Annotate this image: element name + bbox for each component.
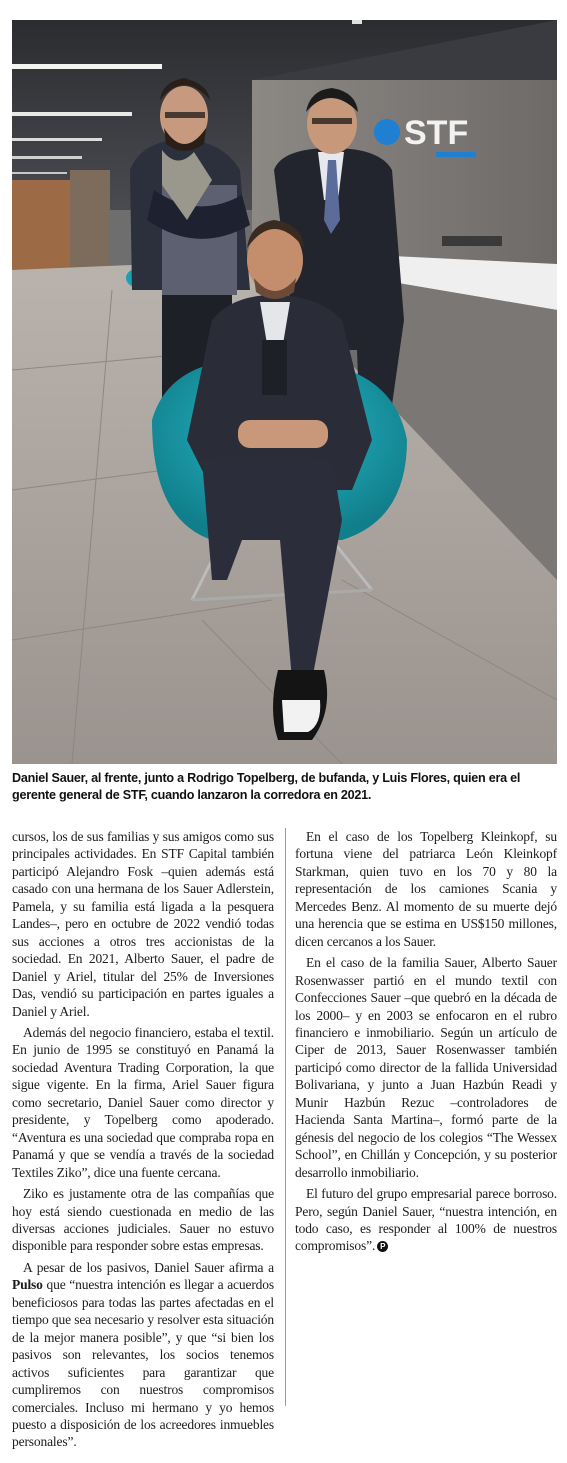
end-mark-icon: P — [377, 1241, 388, 1252]
paragraph: En el caso de los Topelberg Kleinkopf, su fortuna viene del patriarca León Kleinkopf Starkman, quien tuvo en los 70 y 80 la representación de los camiones Scania y Mercedes Benz. Al momento de su muerte dejó una herencia que se estima en US$150 millones, dicen cercanos a los Sauer. — [295, 829, 557, 949]
article-column-right — [295, 828, 557, 1259]
stf-logo-icon — [374, 119, 400, 145]
paragraph-text: A pesar de los pasivos, Daniel Sauer afirma a — [23, 1259, 274, 1275]
paragraph: cursos, los de sus familias y sus amigos como sus principales actividades. En STF Capital también participó Alejandro Fosk –quien además está casado con una hermana de los Sauer Adlerstein, Pamela, y su familia está ligada a la pesquera Landes–, pero en octubre de 2022 vendió todas sus acciones a otros tres accionistas de la sociedad. En 2021, Alberto Sauer, el padre de Daniel y Ariel, titular del 25% de Inversiones Das, vendió su participación en partes iguales a Daniel y Ariel. — [12, 829, 274, 1019]
article-photo — [12, 20, 557, 764]
paragraph-closing — [295, 1185, 557, 1255]
paragraph: En el caso de la familia Sauer, Alberto Sauer Rosenwasser partió en el mundo textil con Confecciones Sauer –que quebró en la década de los 2000– y en 2003 se enfocaron en el rubro financiero e inmobiliario. Según un artículo de Ciper de 2013, Sauer Rosenwasser también participó como director de la fallida Universidad Bolivariana, y junto a Juan Hazbún Readi y Munir Hazbún Rezuc –controladores de Hacienda Santa Martina–, formó parte de la génesis del negocio de los colegios “The Wessex School”, en Chillán y Concepción, y su posterior desarrollo inmobiliario. — [295, 955, 557, 1180]
paragraph: Ziko es justamente otra de las compañías que hoy está siendo cuestionada en medio de las diversas acciones judiciales. Sauer no estuvo disponible para responder sobre estas empresas. — [12, 1186, 274, 1254]
article-column-left — [12, 828, 274, 1455]
publication-name: Pulso — [12, 1277, 43, 1293]
paragraph-quote — [12, 1259, 274, 1451]
paragraph-text: que “nuestra intención es llegar a acuerdos beneficiosos para todas las partes afectadas en el tiempo que sea necesario y resolver esta situación de la mejor manera posible”, y que “si bien los pasivos son relevantes, los socios tenemos activos suficientes para garantizar que cumpliremos con nuestros compromisos comerciales. Incluso mi hermano y yo hemos puesto a disposición de los acreedores inmuebles personales”. — [12, 1277, 274, 1450]
paragraph: Además del negocio financiero, estaba el textil. En junio de 1995 se constituyó en Panamá la sociedad Aventura Trading Corporation, la que sigue vigente. En la firma, Ariel Sauer figura como secretario, Daniel Sauer como director y presidente, y Topelberg como apoderado. “Aventura es una sociedad que compraba ropa en Panamá y que se vendía a través de la sociedad Textiles Ziko”, dice una fuente cercana. — [12, 1024, 274, 1180]
office-scene-illustration — [12, 20, 557, 764]
paragraph-text: El futuro del grupo empresarial parece borroso. Pero, según Daniel Sauer, “nuestra intención, en todo caso, es responder al 100% de nuestros compromisos”. — [295, 1186, 557, 1254]
photo-caption: Daniel Sauer, al frente, junto a Rodrigo Topelberg, de bufanda, y Luis Flores, quien era el gerente general de STF, cuando lanzaron la corredora en 2021. — [12, 771, 521, 802]
column-divider — [285, 828, 286, 1406]
stf-logo-text: STF — [404, 114, 469, 152]
